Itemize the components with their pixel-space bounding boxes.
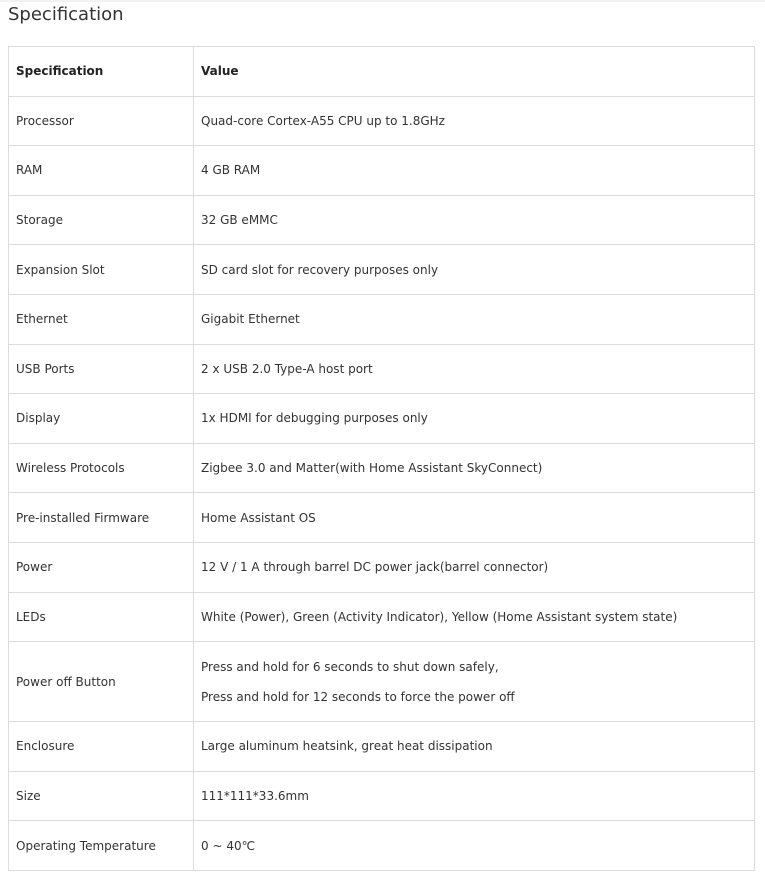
table-row (9, 146, 755, 196)
spec-name: USB Ports (9, 344, 194, 394)
spec-name: LEDs (9, 592, 194, 642)
top-divider (0, 0, 765, 2)
table-row (9, 722, 755, 772)
spec-value-line: Press and hold for 6 seconds to shut down safely, (201, 659, 499, 674)
spec-value: 1x HDMI for debugging purposes only (194, 394, 755, 444)
spec-value: SD card slot for recovery purposes only (194, 245, 755, 295)
spec-name: Enclosure (9, 722, 194, 772)
table-row (9, 542, 755, 592)
spec-name: Wireless Protocols (9, 443, 194, 493)
table-row (9, 294, 755, 344)
table-row (9, 821, 755, 871)
table-row (9, 344, 755, 394)
spec-value-line: Press and hold for 12 seconds to force the power off (201, 689, 515, 704)
spec-value: 12 V / 1 A through barrel DC power jack(barrel connector) (194, 542, 755, 592)
spec-value: 0 ~ 40℃ (194, 821, 755, 871)
spec-value: 2 x USB 2.0 Type-A host port (194, 344, 755, 394)
spec-value: Quad-core Cortex-A55 CPU up to 1.8GHz (194, 96, 755, 146)
table-row (9, 493, 755, 543)
spec-value: White (Power), Green (Activity Indicator), Yellow (Home Assistant system state) (194, 592, 755, 642)
spec-name: Size (9, 771, 194, 821)
spec-value: Gigabit Ethernet (194, 294, 755, 344)
spec-value: Large aluminum heatsink, great heat dissipation (194, 722, 755, 772)
specification-table (8, 46, 755, 871)
spec-value: Home Assistant OS (194, 493, 755, 543)
spec-value: 32 GB eMMC (194, 195, 755, 245)
table-row (9, 443, 755, 493)
column-header-value: Value (194, 47, 755, 97)
spec-name: Pre-installed Firmware (9, 493, 194, 543)
spec-value: Zigbee 3.0 and Matter(with Home Assistant SkyConnect) (194, 443, 755, 493)
table-row (9, 96, 755, 146)
column-header-specification: Specification (9, 47, 194, 97)
table-header-row (9, 47, 755, 97)
spec-name: Power (9, 542, 194, 592)
spec-value: 4 GB RAM (194, 146, 755, 196)
spec-name: Power off Button (9, 642, 194, 722)
table-row (9, 394, 755, 444)
spec-name: Operating Temperature (9, 821, 194, 871)
spec-value (194, 642, 755, 722)
table-row (9, 771, 755, 821)
spec-name: RAM (9, 146, 194, 196)
table-row (9, 245, 755, 295)
table-row (9, 195, 755, 245)
spec-value: 111*111*33.6mm (194, 771, 755, 821)
spec-name: Display (9, 394, 194, 444)
spec-name: Storage (9, 195, 194, 245)
spec-name: Ethernet (9, 294, 194, 344)
table-row (9, 592, 755, 642)
table-row (9, 642, 755, 722)
spec-name: Processor (9, 96, 194, 146)
page-title: Specification (8, 4, 124, 25)
spec-name: Expansion Slot (9, 245, 194, 295)
